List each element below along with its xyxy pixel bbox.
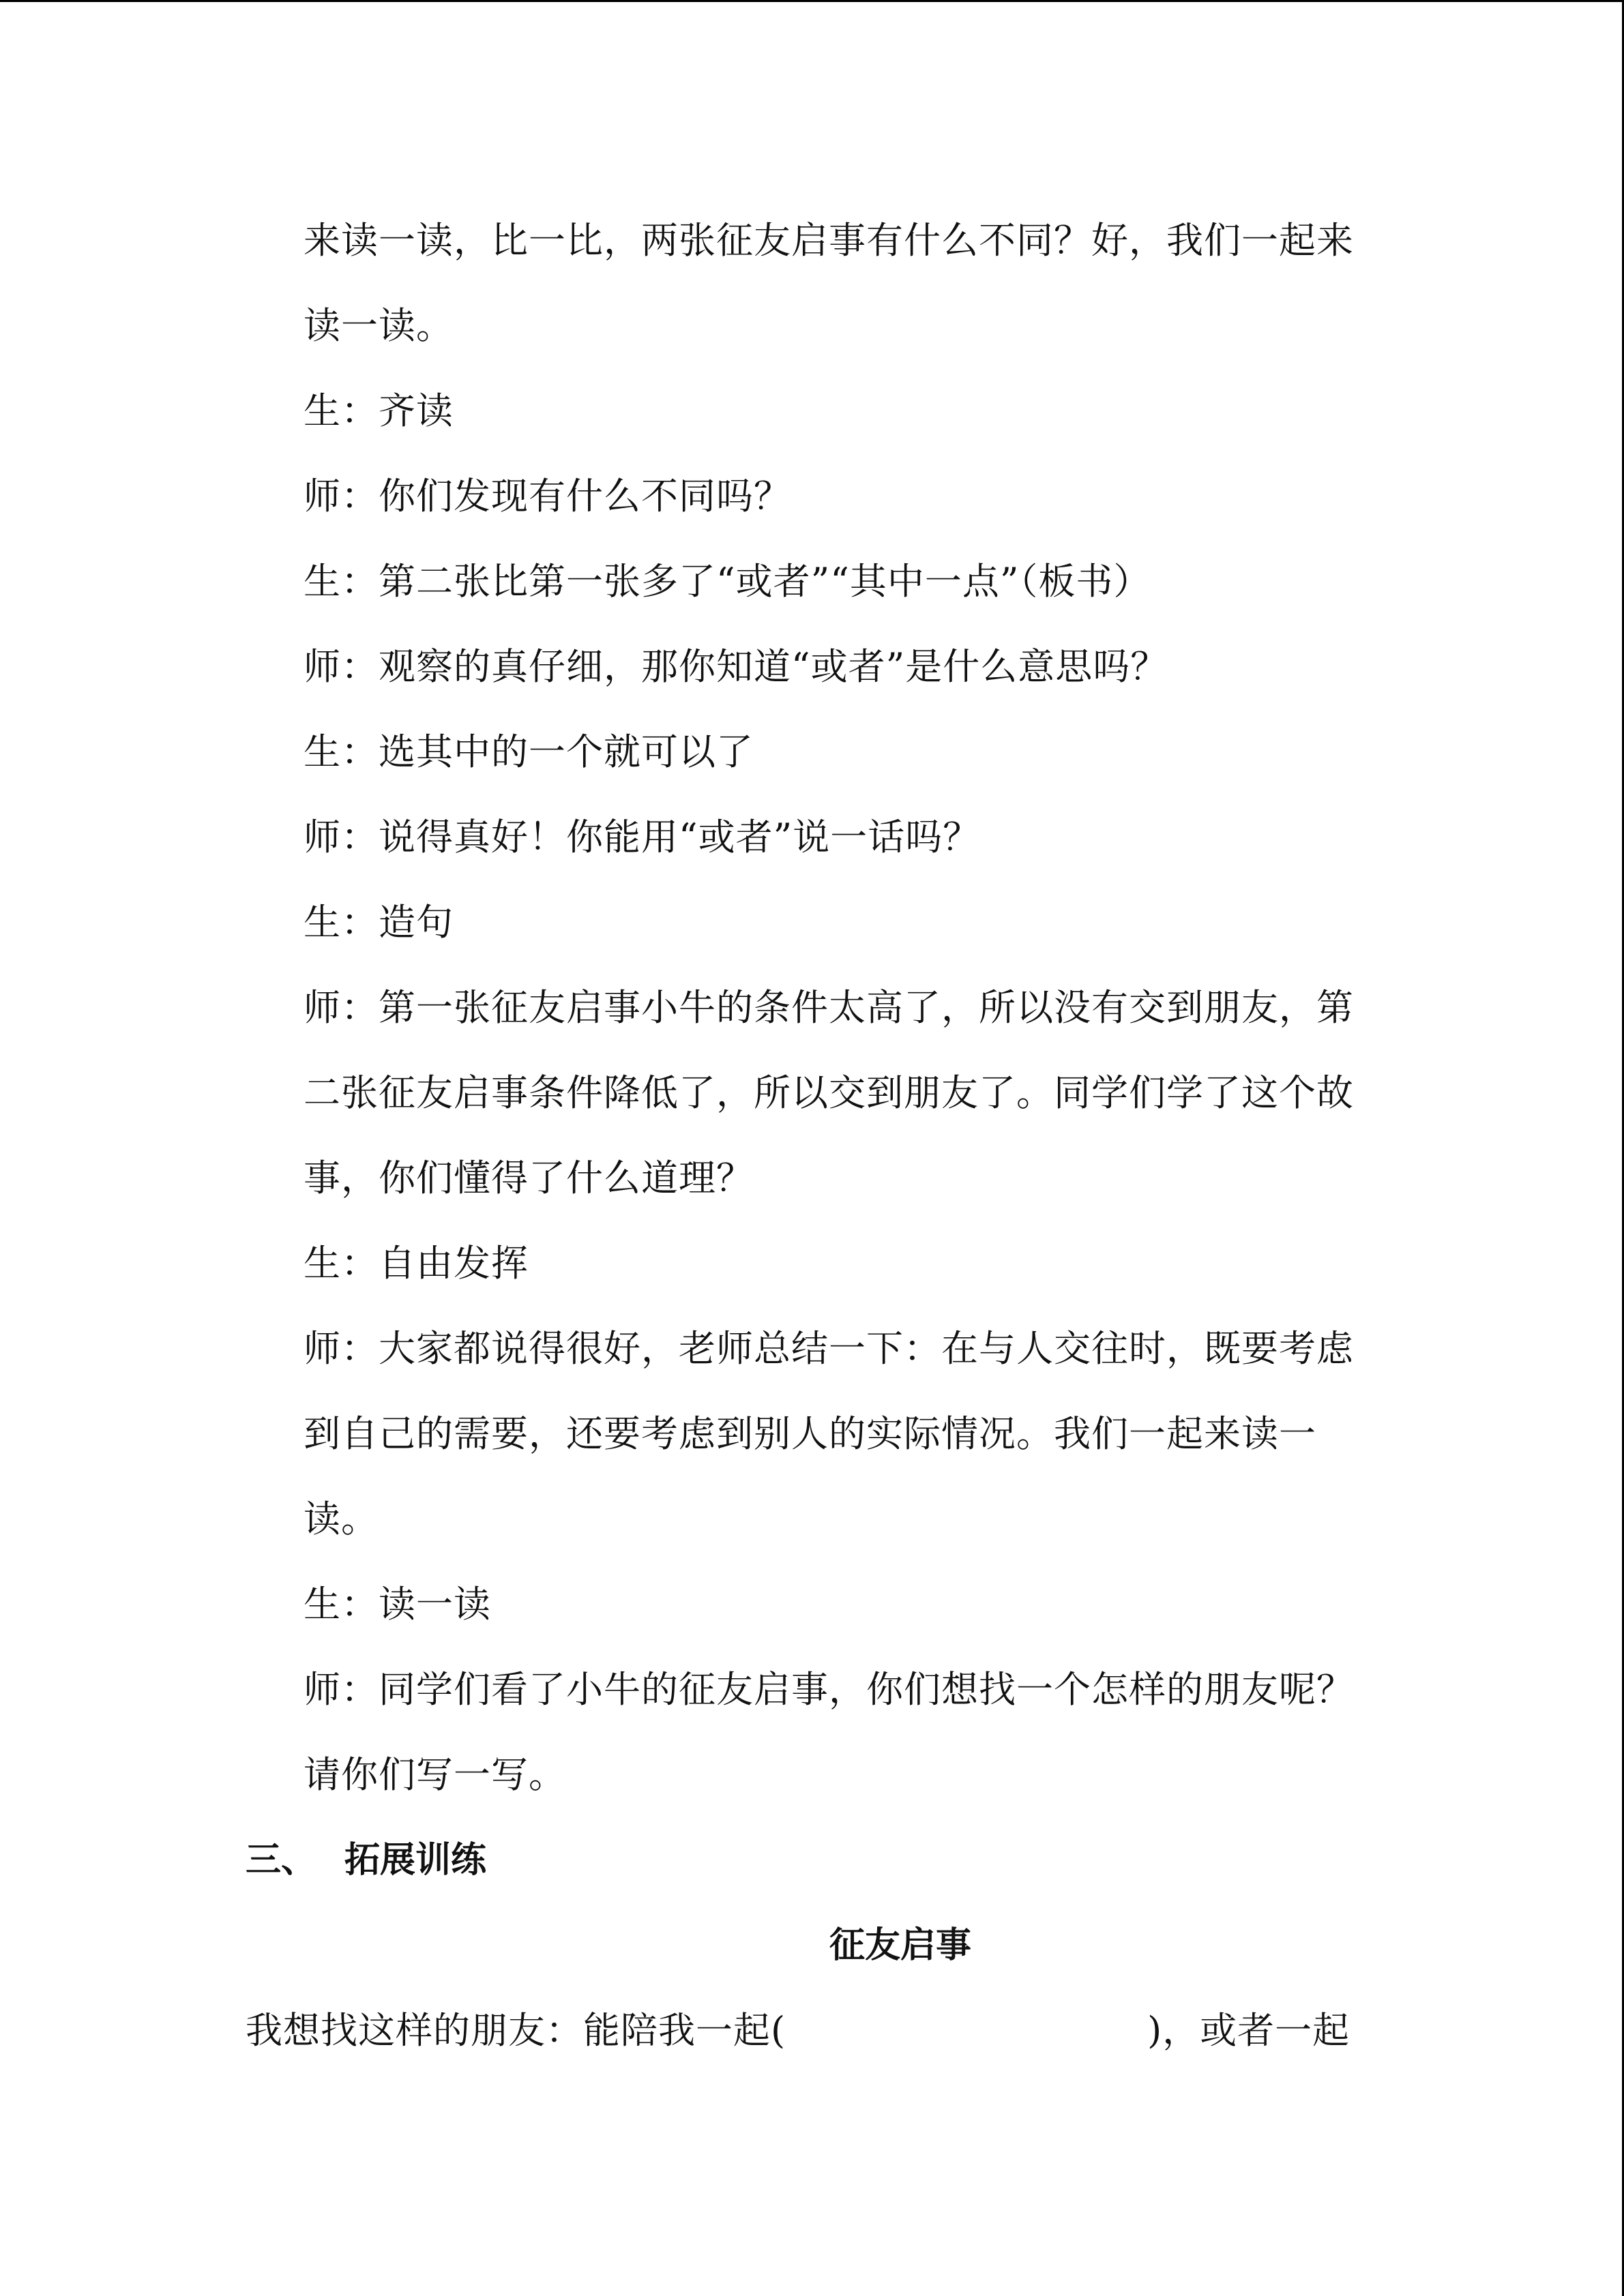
dialogue-line: 生：齐读 — [304, 389, 454, 432]
dialogue-line: 生：选其中的一个就可以了 — [304, 730, 754, 773]
dialogue-line: 生：造句 — [304, 901, 454, 944]
dialogue-line: 师：同学们看了小牛的征友启事，你们想找一个怎样的朋友呢？ — [304, 1668, 1354, 1711]
section-heading — [246, 1836, 486, 1884]
dialogue-line: 生：读一读 — [304, 1583, 491, 1626]
notice-title: 征友启事 — [829, 1925, 971, 1966]
dialogue-line: 师：说得真好！你能用“或者”说一话吗？ — [304, 816, 981, 859]
dialogue-line: 生：第二张比第一张多了“或者”“其中一点”（板书） — [304, 560, 1151, 603]
section-number: 三、 — [246, 1840, 317, 1881]
dialogue-line: 师：观察的真仔细，那你知道“或者”是什么意思吗？ — [304, 645, 1168, 688]
text-line: 请你们写一写。 — [304, 1753, 566, 1796]
dialogue-line: 师：第一张征友启事小牛的条件太高了，所以没有交到朋友，第 — [304, 986, 1354, 1029]
text-line: 二张征友启事条件降低了，所以交到朋友了。同学们学了这个故 — [304, 1071, 1354, 1114]
text-line: 到自己的需要，还要考虑到别人的实际情况。我们一起来读一 — [304, 1412, 1316, 1455]
fill-in-prefix: 我想找这样的朋友：能陪我一起( — [246, 2009, 786, 2052]
fill-in-line — [246, 2007, 1350, 2055]
text-line: 事，你们懂得了什么道理？ — [304, 1157, 754, 1199]
text-line: 读。 — [304, 1497, 379, 1540]
text-line: 来读一读，比一比，两张征友启事有什么不同？好，我们一起来 — [304, 219, 1354, 262]
dialogue-line: 生：自由发挥 — [304, 1242, 529, 1285]
section-title: 拓展训练 — [344, 1840, 487, 1881]
dialogue-line: 师：你们发现有什么不同吗？ — [304, 475, 791, 518]
fill-in-suffix: )，或者一起 — [1147, 2009, 1350, 2052]
dialogue-line: 师：大家都说得很好，老师总结一下：在与人交往时，既要考虑 — [304, 1327, 1354, 1370]
text-line: 读一读。 — [304, 304, 454, 347]
